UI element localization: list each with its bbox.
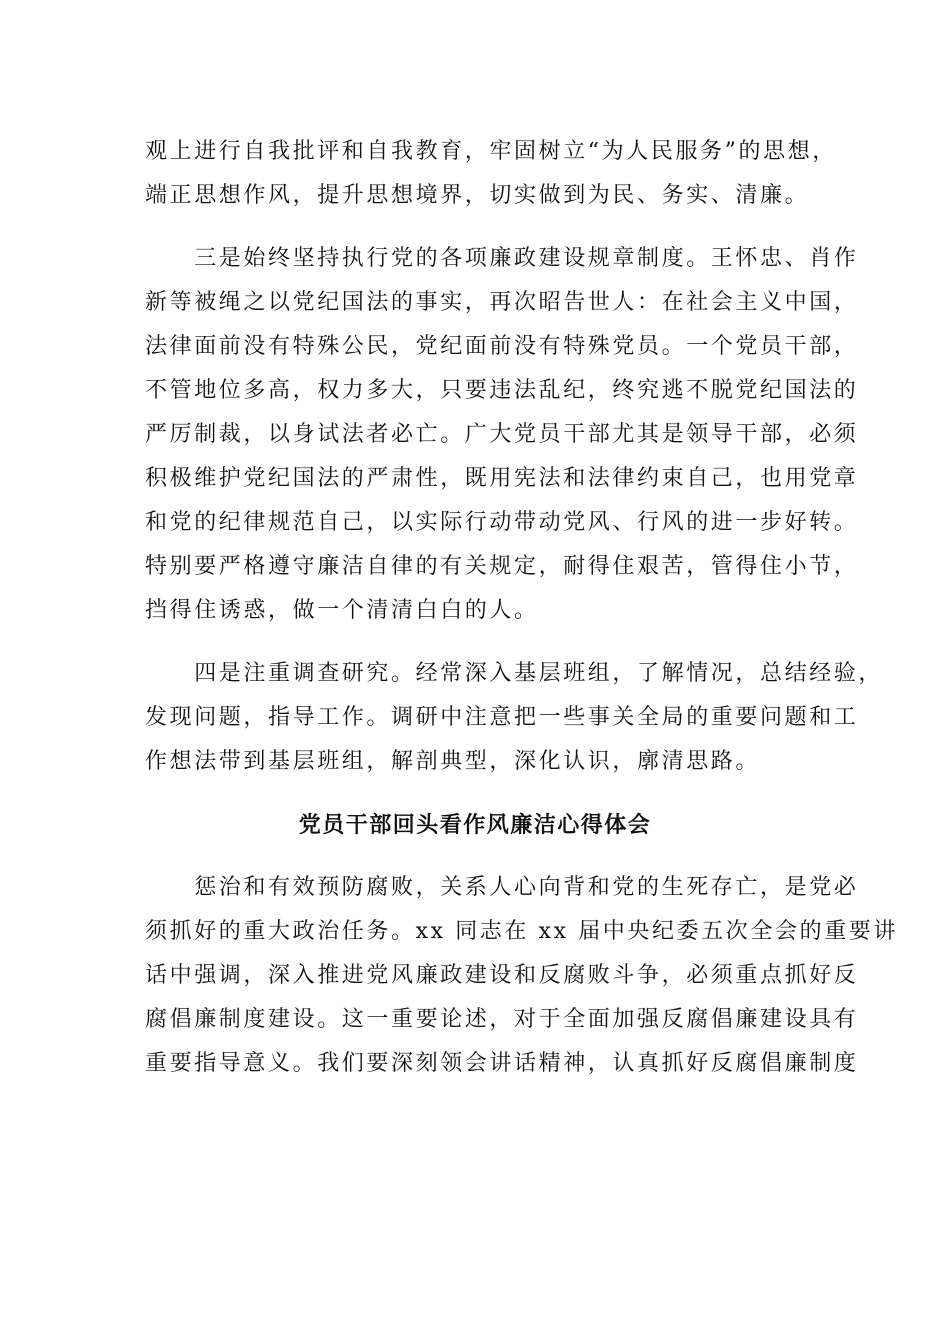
text-line: 特别要严格遵守廉洁自律的有关规定，耐得住艰苦，管得住小节， bbox=[145, 554, 859, 579]
paragraph-anti-corruption bbox=[145, 866, 899, 1086]
paragraph-self-criticism bbox=[145, 130, 837, 218]
text-line: 和党的纪律规范自己，以实际行动带动党风、行风的进一步好转。 bbox=[145, 510, 859, 535]
document-body bbox=[145, 130, 899, 1086]
text-line: 重要指导意义。我们要深刻领会讲话精神，认真抓好反腐倡廉制度 bbox=[145, 1051, 859, 1076]
text-line: 四是注重调查研究。经常深入基层班组，了解情况，总结经验， bbox=[145, 661, 884, 686]
paragraph-point-three bbox=[145, 237, 859, 633]
text-line: 新等被绳之以党纪国法的事实，再次昭告世人：在社会主义中国， bbox=[145, 290, 859, 315]
text-line: 惩治和有效预防腐败，关系人心向背和党的生死存亡，是党必 bbox=[145, 875, 859, 900]
text-line: 作想法带到基层班组，解剖典型，深化认识，廓清思路。 bbox=[145, 749, 761, 774]
text-line: 不管地位多高，权力多大，只要违法乱纪，终究逃不脱党纪国法的 bbox=[145, 378, 859, 403]
text-line: 三是始终坚持执行党的各项廉政建设规章制度。王怀忠、肖作 bbox=[145, 246, 859, 271]
text-line: 端正思想作风，提升思想境界，切实做到为民、务实、清廉。 bbox=[145, 183, 810, 208]
text-line: 发现问题，指导工作。调研中注意把一些事关全局的重要问题和工 bbox=[145, 705, 859, 730]
section-heading: 党员干部回头看作风廉洁心得体会 bbox=[298, 812, 652, 838]
text-line: 观上进行自我批评和自我教育，牢固树立“为人民服务”的思想， bbox=[145, 139, 837, 164]
text-line: 挡得住诱惑，做一个清清白白的人。 bbox=[145, 598, 539, 623]
text-line: 法律面前没有特殊公民，党纪面前没有特殊党员。一个党员干部， bbox=[145, 334, 859, 359]
text-line: 须抓好的重大政治任务。xx 同志在 xx 届中央纪委五次全会的重要讲 bbox=[145, 919, 899, 944]
text-line: 话中强调，深入推进党风廉政建设和反腐败斗争，必须重点抓好反 bbox=[145, 963, 859, 988]
paragraph-point-four bbox=[145, 652, 884, 784]
text-line: 积极维护党纪国法的严肃性，既用宪法和法律约束自己，也用党章 bbox=[145, 466, 859, 491]
text-line: 严厉制裁，以身试法者必亡。广大党员干部尤其是领导干部，必须 bbox=[145, 422, 859, 447]
text-line: 腐倡廉制度建设。这一重要论述，对于全面加强反腐倡廉建设具有 bbox=[145, 1007, 859, 1032]
